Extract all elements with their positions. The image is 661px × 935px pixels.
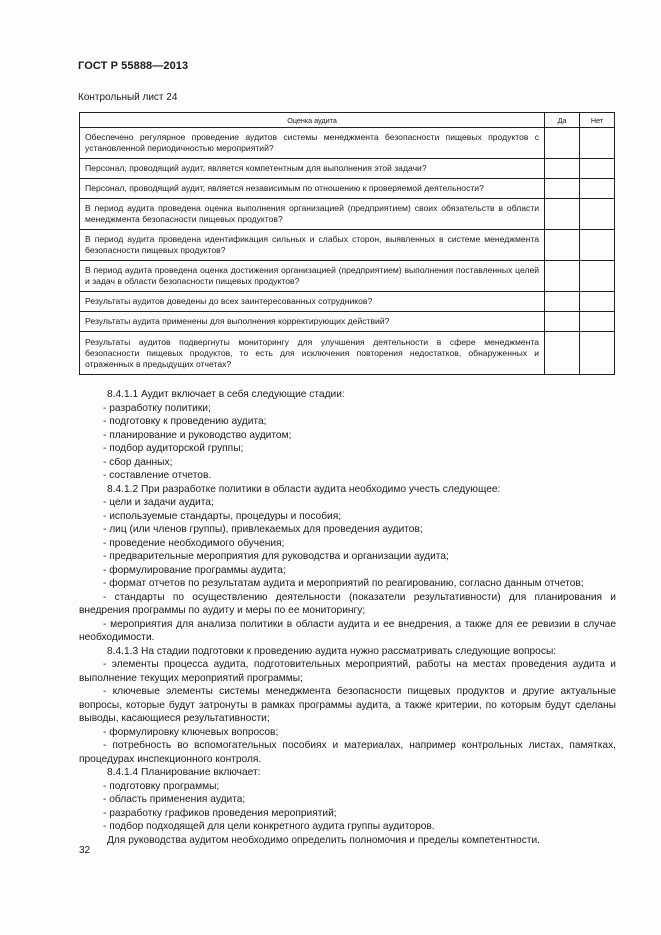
list-item: - лиц (или членов группы), привлекаемых для проведения аудитов; [103, 524, 423, 535]
no-cell[interactable] [580, 230, 615, 261]
checklist-title: Контрольный лист 24 [78, 92, 178, 103]
yes-cell[interactable] [545, 230, 580, 261]
table-row [80, 261, 615, 292]
list-item: - мероприятия для анализа политики в области аудита и ее внедрения, а также для ее ревизии в случае необходимости. [79, 618, 616, 643]
list-item: - формат отчетов по результатам аудита и мероприятий по реагированию, согласно данным отчетов; [103, 578, 584, 589]
question-cell: Результаты аудита применены для выполнения корректирующих действий? [80, 312, 545, 332]
question-cell: В период аудита проведена оценка достижения организацией (предприятием) выполнения поставленных целей и задач в области безопасности пищевых продуктов? [80, 261, 545, 292]
no-cell[interactable] [580, 261, 615, 292]
column-header-no: Нет [580, 113, 615, 128]
list-item: - область применения аудита; [103, 794, 246, 805]
no-cell[interactable] [580, 159, 615, 179]
no-cell[interactable] [580, 292, 615, 312]
yes-cell[interactable] [545, 332, 580, 375]
question-cell: Результаты аудитов доведены до всех заинтересованных сотрудников? [80, 292, 545, 312]
list-item: - цели и задачи аудита; [103, 497, 214, 508]
column-header-yes: Да [545, 113, 580, 128]
column-header-assessment: Оценка аудита [80, 113, 545, 128]
list-item: - ключевые элементы системы менеджмента безопасности пищевых продуктов и другие актуальные вопросы, которые будут затронуты в рамках программы аудита, а также критерии, по которым будут сделаны выводы, касающиеся результативности; [79, 686, 616, 724]
no-cell[interactable] [580, 199, 615, 230]
list-item: - потребность во вспомогательных пособиях и материалах, например контрольных листах, памятках, процедурах инспекционного контроля. [79, 740, 616, 765]
table-header-row [80, 113, 615, 128]
question-cell: Персонал, проводящий аудит, является компетентным для выполнения этой задачи? [80, 159, 545, 179]
list-item: - проведение необходимого обучения; [103, 537, 285, 549]
question-cell: В период аудита проведена оценка выполнения организацией (предприятием) своих обязательств в области менеджмента безопасности пищевых продуктов? [80, 199, 545, 230]
body-text [79, 388, 616, 847]
list-item: - сбор данных; [103, 456, 173, 468]
clause-8-4-1-3: 8.4.1.3 На стадии подготовки к проведению аудита нужно рассматривать следующие вопросы: [107, 645, 557, 657]
list-item: - разработку политики; [103, 402, 211, 414]
yes-cell[interactable] [545, 261, 580, 292]
question-cell: В период аудита проведена идентификация сильных и слабых сторон, выявленных в системе менеджмента безопасности пищевых продуктов? [80, 230, 545, 261]
page-number: 32 [79, 845, 91, 856]
list-item: - разработку графиков проведения мероприятий; [103, 807, 337, 819]
clause-8-4-1-2: 8.4.1.2 При разработке политики в области аудита необходимо учесть следующее: [107, 483, 501, 495]
yes-cell[interactable] [545, 128, 580, 159]
list-item: - планирование и руководство аудитом; [103, 429, 292, 441]
list-item: - подготовку к проведению аудита; [103, 416, 267, 427]
clause-8-4-1-4: 8.4.1.4 Планирование включает: [107, 767, 261, 778]
list-item: - подготовку программы; [103, 780, 220, 792]
list-item: - предварительные мероприятия для руководства и организации аудита; [103, 551, 449, 562]
no-cell[interactable] [580, 128, 615, 159]
no-cell[interactable] [580, 179, 615, 199]
list-item: - используемые стандарты, процедуры и пособия; [103, 510, 342, 522]
question-cell: Результаты аудитов подвергнуты мониторингу для улучшения деятельности в сфере менеджмента безопасности пищевых продуктов, то есть для исключения повторения недостатков, обнаруженных и отраженных в предыдущих отчетах? [80, 332, 545, 375]
list-item: - подбор подходящей для цели конкретного аудита группы аудиторов. [103, 821, 435, 832]
table-row [80, 230, 615, 261]
yes-cell[interactable] [545, 199, 580, 230]
yes-cell[interactable] [545, 292, 580, 312]
question-cell: Персонал, проводящий аудит, является независимым по отношению к проверяемой деятельности? [80, 179, 545, 199]
list-item: - элементы процесса аудита, подготовительных мероприятий, работы на местах проведения аудита и выполнение текущих мероприятий программы; [79, 659, 616, 684]
table-row [80, 159, 615, 179]
standard-number: ГОСТ Р 55888—2013 [78, 60, 189, 72]
list-item: - формулировку ключевых вопросов; [103, 726, 279, 738]
no-cell[interactable] [580, 312, 615, 332]
closing-paragraph: Для руководства аудитом необходимо определить полномочия и пределы компетентности. [107, 834, 540, 846]
table-row [80, 128, 615, 159]
table-row [80, 312, 615, 332]
clause-8-4-1-1: 8.4.1.1 Аудит включает в себя следующие стадии: [107, 389, 345, 400]
list-item: - стандарты по осуществлению деятельности (показатели результативности) для планирования и внедрения программы по аудиту и меры по ее мониторингу; [79, 591, 616, 616]
list-item: - подбор аудиторской группы; [103, 443, 244, 454]
no-cell[interactable] [580, 332, 615, 375]
yes-cell[interactable] [545, 179, 580, 199]
list-item: - формулирование программы аудита; [103, 564, 286, 576]
table-row [80, 292, 615, 312]
checklist-table [79, 112, 615, 375]
table-row [80, 332, 615, 375]
yes-cell[interactable] [545, 312, 580, 332]
list-item: - составление отчетов. [103, 470, 212, 481]
table-row [80, 179, 615, 199]
question-cell: Обеспечено регулярное проведение аудитов системы менеджмента безопасности пищевых продуктов с установленной периодичностью мероприятий? [80, 128, 545, 159]
yes-cell[interactable] [545, 159, 580, 179]
table-row [80, 199, 615, 230]
